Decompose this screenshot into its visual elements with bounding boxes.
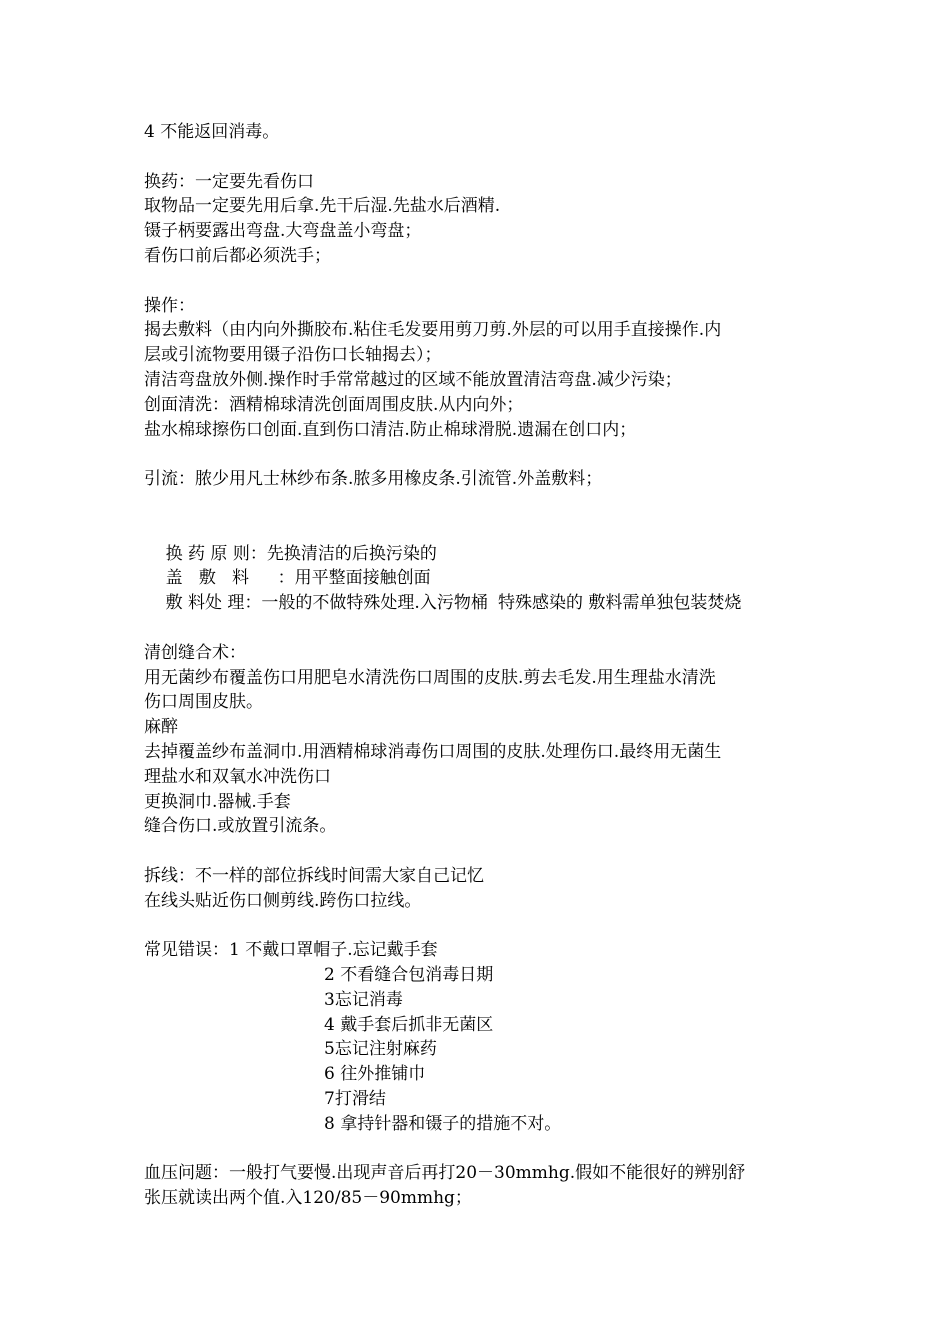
error-list-item: 3忘记消毒	[324, 989, 403, 1010]
text-line: 伤口周围皮肤。	[144, 692, 263, 713]
text-line: 麻醉	[144, 717, 178, 738]
blank-line	[144, 839, 824, 864]
blank-line	[144, 914, 824, 939]
error-list-item: 6 往外推铺巾	[324, 1064, 426, 1085]
error-list-item: 7打滑结	[324, 1089, 386, 1110]
text-line: 镊子柄要露出弯盘.大弯盘盖小弯盘；	[144, 221, 422, 242]
principle-label: 换 药 原 则	[165, 543, 250, 564]
error-list-item: 8 拿持针器和镊子的措施不对。	[324, 1113, 562, 1134]
principle-text: ：一般的不做特殊处理.入污物桶	[244, 593, 488, 614]
section-heading-blood-pressure: 血压问题：一般打气要慢.出现声音后再打20－30mmhg.假如不能很好的辨别舒	[144, 1163, 746, 1184]
text-line: 创面清洗：酒精棉球清洗创面周围皮肤.从内向外；	[144, 394, 524, 415]
text-line: 张压就读出两个值.入120/85－90mmhg；	[144, 1188, 472, 1209]
text-line: 揭去敷料（由内向外撕胶布.粘住毛发要用剪刀剪.外层的可以用手直接操作.内	[144, 320, 722, 341]
section-heading-drainage: 引流：脓少用凡士林纱布条.脓多用橡皮条.引流管.外盖敷料；	[144, 469, 603, 490]
text-line: 更换洞巾.器械.手套	[144, 791, 291, 812]
text-line: 理盐水和双氧水冲洗伤口	[144, 766, 331, 787]
error-list-item: 4 戴手套后抓非无菌区	[324, 1014, 494, 1035]
blank-line	[144, 616, 824, 641]
principle-text: ：先换清洁的后换污染的	[249, 543, 437, 564]
principle-label: 敷 料处 理	[165, 593, 245, 614]
text-line: 缝合伤口.或放置引流条。	[144, 816, 337, 837]
text-line-indented: 特殊感染的 敷料需单独包装焚烧	[498, 593, 742, 614]
blank-line	[144, 269, 824, 294]
text-line: 清洁弯盘放外侧.操作时手常常越过的区域不能放置清洁弯盘.减少污染；	[144, 369, 682, 390]
principle-row	[144, 517, 824, 564]
blank-line	[144, 442, 824, 467]
document-body	[144, 120, 824, 1211]
section-heading-operation: 操作：	[144, 295, 195, 316]
error-list-item: 5忘记注射麻药	[324, 1039, 437, 1060]
text-line: 用无菌纱布覆盖伤口用肥皂水清洗伤口周围的皮肤.剪去毛发.用生理盐水清洗	[144, 667, 716, 688]
blank-line	[144, 145, 824, 170]
text-line: 看伤口前后都必须洗手；	[144, 245, 331, 266]
section-heading-dressing: 换药：一定要先看伤口	[144, 171, 314, 192]
principle-label: 盖 敷 料	[165, 568, 250, 589]
text-line: 取物品一定要先用后拿.先干后湿.先盐水后酒精.	[144, 196, 501, 217]
text-line: 盐水棉球擦伤口创面.直到伤口清洁.防止棉球滑脱.遗漏在创口内；	[144, 419, 637, 440]
error-list-item: 2 不看缝合包消毒日期	[324, 965, 494, 986]
section-heading-suture-removal: 拆线：不一样的部位拆线时间需大家自己记忆	[144, 865, 484, 886]
text-line: 去掉覆盖纱布盖洞巾.用酒精棉球消毒伤口周围的皮肤.处理伤口.最终用无菌生	[144, 741, 722, 762]
section-heading-common-errors: 常见错误：1 不戴口罩帽子.忘记戴手套	[144, 940, 438, 961]
blank-line	[144, 1137, 824, 1162]
blank-line	[144, 492, 824, 517]
text-line: 在线头贴近伤口侧剪线.跨伤口拉线。	[144, 890, 422, 911]
principle-text: ：用平整面接触创面	[277, 568, 431, 589]
section-heading-debridement: 清创缝合术：	[144, 642, 246, 663]
text-line: 4 不能返回消毒。	[144, 122, 280, 142]
text-line: 层或引流物要用镊子沿伤口长轴揭去）；	[144, 345, 442, 366]
